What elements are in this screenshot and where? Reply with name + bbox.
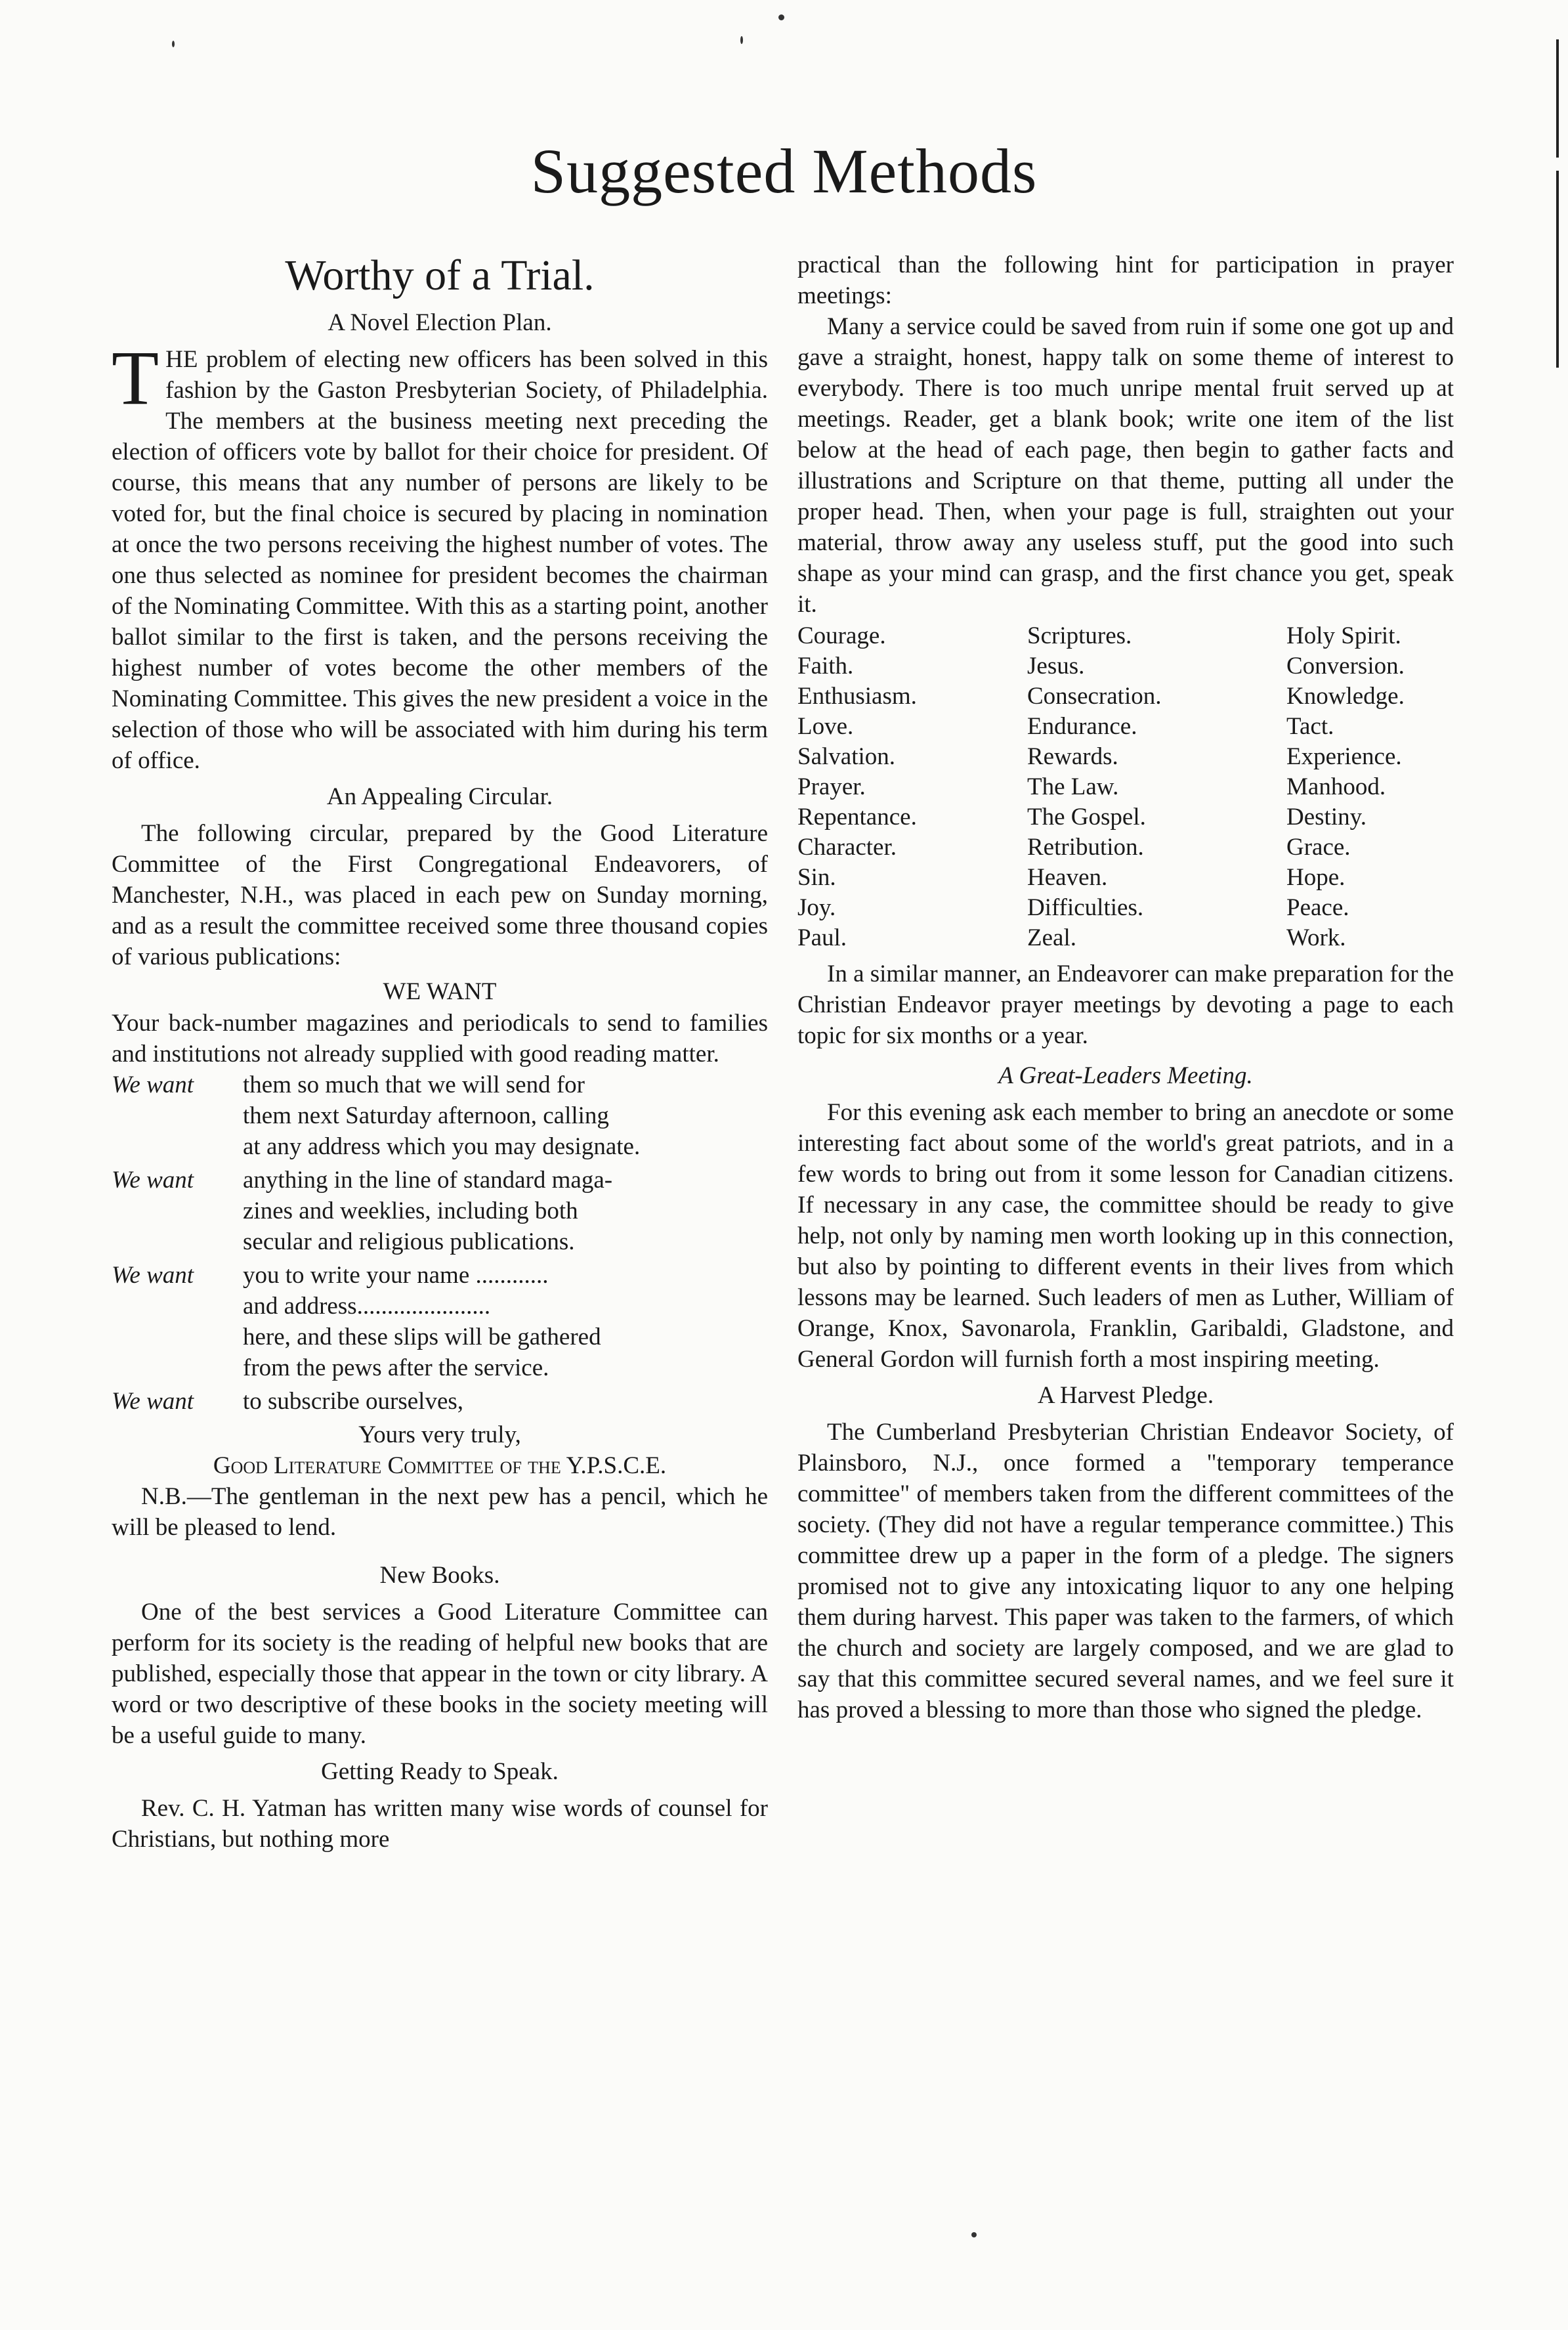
harvest-pledge-body: The Cumberland Presbyterian Christian Endeavor Society, of Plainsboro, N.J., once formed a "temporary temperance committee" of members taken from the different committees of the society. (They did not have a regular temperance committee.) This committee drew up a paper in the form of a pledge. The signers promised not to give any intoxicating liquor to any one helping them during harvest. This paper was taken to the farmers, of which the church and society are largely composed, and we are glad to say that this committee secured several names, and we feel sure it has proved a blessing to more than those who signed the pledge. [797,1419,1454,1723]
new-books-heading: New Books. [379,1562,500,1589]
novel-election-heading: A Novel Election Plan. [328,309,552,336]
scan-speck [172,41,175,47]
topic-cell: Courage. [797,622,886,649]
topic-cell: Conversion. [1286,653,1405,680]
topic-cell: Character. [797,834,897,861]
topic-row [797,621,1454,651]
topic-cell: Scriptures. [1027,622,1132,649]
we-want-line: them next Saturday afternoon, calling [243,1102,609,1129]
topic-cell: Enthusiasm. [797,683,917,710]
topic-cell: Joy. [797,894,836,921]
topic-cell: Knowledge. [1286,683,1405,710]
we-want-line: them so much that we will send for [243,1071,585,1098]
we-want-intro: Your back-number magazines and periodicals to send to families and institutions not already supplied with good reading matter. [112,1010,768,1068]
topic-cell: Faith. [797,653,854,680]
topic-row [797,832,1454,863]
topic-row [797,893,1454,923]
right-column [797,249,1454,1725]
we-want-heading: WE WANT [383,978,497,1005]
we-want-lead: We want [112,1167,194,1194]
topic-cell: Destiny. [1286,804,1367,831]
getting-ready-body: Rev. C. H. Yatman has written many wise words of counsel for Christians, but nothing more [112,1795,768,1853]
great-leaders-body: For this evening ask each member to bring an anecdote or some interesting fact about some of the world's great patriots, and in a few words to bring out from it some lesson for Canadian citizens. If necessary in any case, the committee should be ready to give help, not only by naming men worth looking up in this connection, but also by pointing to different events in their lives from which lessons may be learned. Such leaders of men as Luther, William of Orange, Knox, Savonarola, Franklin, Garibaldi, Gladstone, and General Gordon will furnish forth a most inspiring meeting. [797,1099,1454,1373]
circular-closing: Yours very truly, [358,1421,521,1448]
we-want-lead: We want [112,1262,194,1289]
drop-cap: T [112,335,159,421]
topic-cell: Salvation. [797,743,896,770]
topic-row [797,712,1454,742]
scan-speck [778,14,784,20]
circular-nb: N.B.—The gentleman in the next pew has a pencil, which he will be pleased to lend. [112,1483,768,1541]
topic-cell: Experience. [1286,743,1402,770]
topic-cell: Manhood. [1286,773,1386,800]
harvest-pledge-heading: A Harvest Pledge. [1037,1382,1214,1409]
scan-speck [971,2232,977,2237]
we-want-item [112,1069,768,1162]
topic-cell: Heaven. [1027,864,1108,891]
topic-cell: Retribution. [1027,834,1144,861]
we-want-line: here, and these slips will be gathered [243,1324,601,1350]
topic-cell: Love. [797,713,854,740]
topic-row [797,772,1454,802]
topic-row [797,742,1454,772]
we-want-line: secular and religious publications. [243,1228,575,1255]
getting-ready-continued: practical than the following hint for participation in prayer meetings: [797,251,1454,309]
we-want-item [112,1386,768,1417]
topic-cell: Tact. [1286,713,1334,740]
topic-row [797,802,1454,832]
we-want-item [112,1260,768,1383]
topic-cell: Jesus. [1027,653,1085,680]
circular-signature: Good Literature Committee of the Y.P.S.C.E. [213,1452,667,1479]
topic-cell: Endurance. [1027,713,1137,740]
topic-row [797,863,1454,893]
topic-cell: Rewards. [1027,743,1118,770]
topic-cell: The Law. [1027,773,1119,800]
topic-row [797,651,1454,681]
getting-ready-heading: Getting Ready to Speak. [321,1758,559,1785]
topic-cell: Hope. [1286,864,1346,891]
topic-cell: Sin. [797,864,836,891]
topic-cell: Repentance. [797,804,917,831]
we-want-lead: We want [112,1388,194,1415]
topic-cell: Holy Spirit. [1286,622,1401,649]
we-want-line: anything in the line of standard maga- [243,1167,613,1194]
novel-election-body [112,335,768,776]
topic-cell: Zeal. [1027,924,1076,951]
topic-cell: The Gospel. [1027,804,1146,831]
similar-manner-paragraph: In a similar manner, an Endeavorer can make preparation for the Christian Endeavor prayer meetings by devoting a page to each topic for six months or a year. [797,960,1454,1049]
we-want-line: to subscribe ourselves, [243,1388,464,1415]
section-title: Worthy of a Trial. [285,251,595,299]
we-want-line: at any address which you may designate. [243,1133,641,1160]
topic-cell: Difficulties. [1027,894,1144,921]
we-want-line: zines and weeklies, including both [243,1197,578,1224]
topic-cell: Prayer. [797,773,866,800]
topic-list-table [797,621,1454,953]
novel-election-text: HE problem of electing new officers has been solved in this fashion by the Gaston Presbyterian Society, of Philadelphia. The members at the business meeting next preceding the election of officers vote by ballot for their choice for president. Of course, this means that any number of persons are likely to be voted for, but the final choice is secured by placing in nomination at once the two persons receiving the highest number of votes. The one thus selected as nominee for president becomes the chairman of the Nominating Committee. With this as a starting point, another ballot similar to the first is taken, and the persons receiving the highest number of votes become the other members of the Nominating Committee. This gives the new president a voice in the selection of those who will be associated with him during his term of office. [112,346,768,774]
yatman-quote: Many a service could be saved from ruin if some one got up and gave a straight, honest, happy talk on some theme of interest to everybody. There is too much unripe mental fruit served up at meetings. Reader, get a blank book; write one item of the list below at the head of each page, then begin to gather facts and illustrations and Scripture on that theme, putting all under the proper head. Then, when your page is full, straighten out your material, throw away any useless stuff, put the good into such shape as your mind can grasp, and the first chance you get, speak it. [797,313,1454,618]
circular-intro: The following circular, prepared by the Good Literature Committee of the First Congregational Endeavorers, of Manchester, N.H., was placed in each pew on Sunday morning, and as a result the committee received some three thousand copies of various publications: [112,820,768,970]
we-want-line: and address...................... [243,1293,491,1320]
topic-cell: Grace. [1286,834,1351,861]
new-books-body: One of the best services a Good Literature Committee can perform for its society is the reading of helpful new books that are published, especially those that appear in the town or city library. A word or two descriptive of these books in the society meeting will be a useful guide to many. [112,1599,768,1749]
we-want-lead: We want [112,1071,194,1098]
left-column [112,249,768,1855]
topic-cell: Paul. [797,924,847,951]
topic-cell: Consecration. [1027,683,1162,710]
circular-heading: An Appealing Circular. [326,783,553,810]
we-want-line: you to write your name ............ [243,1262,549,1289]
topic-row [797,923,1454,953]
scan-speck [740,36,743,44]
we-want-item [112,1165,768,1257]
topic-row [797,681,1454,712]
topic-cell: Work. [1286,924,1346,951]
page-title: Suggested Methods [530,136,1038,206]
great-leaders-heading: A Great-Leaders Meeting. [998,1062,1253,1089]
we-want-line: from the pews after the service. [243,1354,549,1381]
topic-cell: Peace. [1286,894,1349,921]
